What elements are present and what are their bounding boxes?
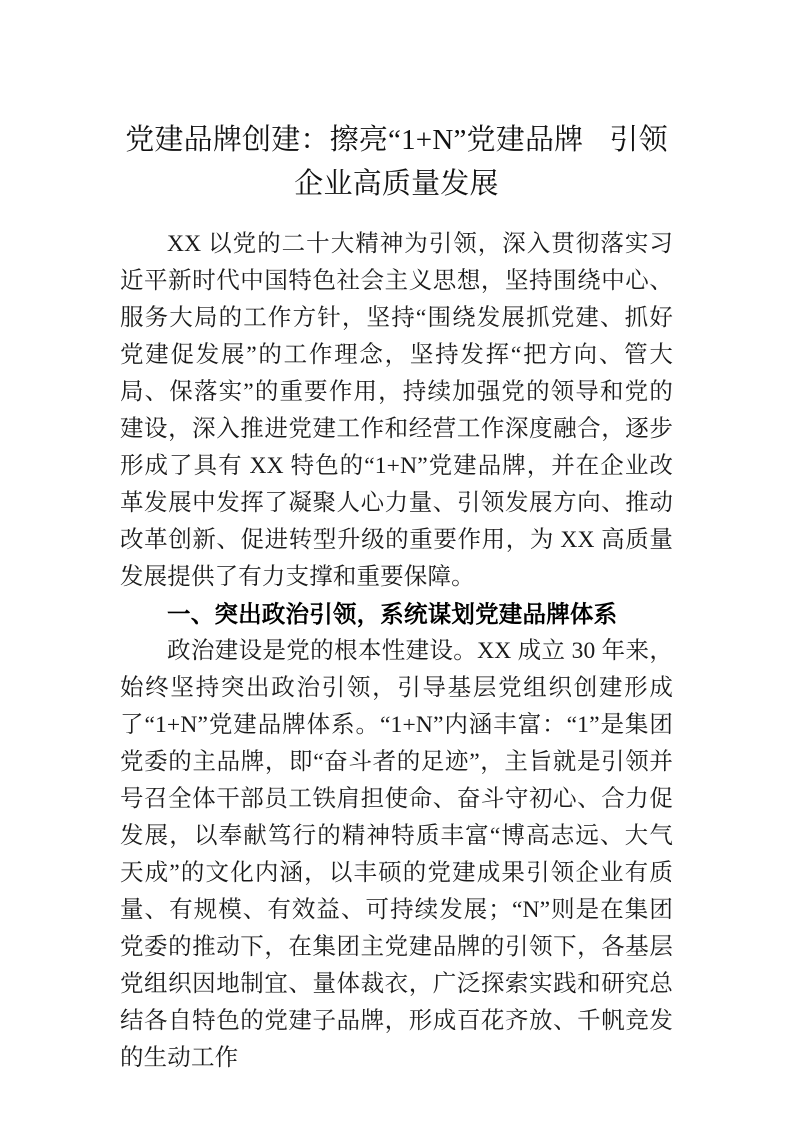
section-heading-1: 一、突出政治引领，系统谋划党建品牌体系 xyxy=(167,601,618,627)
document-title-line-1 xyxy=(120,118,673,162)
document-title-line-1-suffix: 引领 xyxy=(609,124,668,156)
document-title-line-1-main: 党建品牌创建：擦亮“1+N”党建品牌 xyxy=(125,124,584,156)
document-body xyxy=(120,226,673,1077)
page-content-column xyxy=(120,0,673,1077)
document-title xyxy=(120,0,673,206)
paragraph-intro: XX 以党的二十大精神为引领，深入贯彻落实习近平新时代中国特色社会主义思想，坚持围绕中心、服务大局的工作方针，坚持“围绕发展抓党建、抓好党建促发展”的工作理念，坚持发挥“把方向、管大局、保落实”的重要作用，持续加强党的领导和党的建设，深入推进党建工作和经营工作深度融合，逐步形成了具有 XX 特色的“1+N”党建品牌，并在企业改革发展中发挥了凝聚人心力量、引领发展方向、推动改革创新、促进转型升级的重要作用，为 XX 高质量发展提供了有力支撑和重要保障。 xyxy=(120,231,673,590)
document-title-line-2: 企业高质量发展 xyxy=(294,168,499,200)
paragraph-section-1-body: 政治建设是党的根本性建设。XX 成立 30 年来，始终坚持突出政治引领，引导基层党组织创建形成了“1+N”党建品牌体系。“1+N”内涵丰富：“1”是集团党委的主品牌，即“奋斗者的足迹”，主旨就是引领并号召全体干部员工铁肩担使命、奋斗守初心、合力促发展，以奉献笃行的精神特质丰富“博高志远、大气天成”的文化内涵，以丰硕的党建成果引领企业有质量、有规模、有效益、可持续发展；“N”则是在集团党委的推动下，在集团主党建品牌的引领下，各基层党组织因地制宜、量体裁衣，广泛探索实践和研究总结各自特色的党建子品牌，形成百花齐放、千帆竞发的生动工作 xyxy=(120,638,673,1071)
